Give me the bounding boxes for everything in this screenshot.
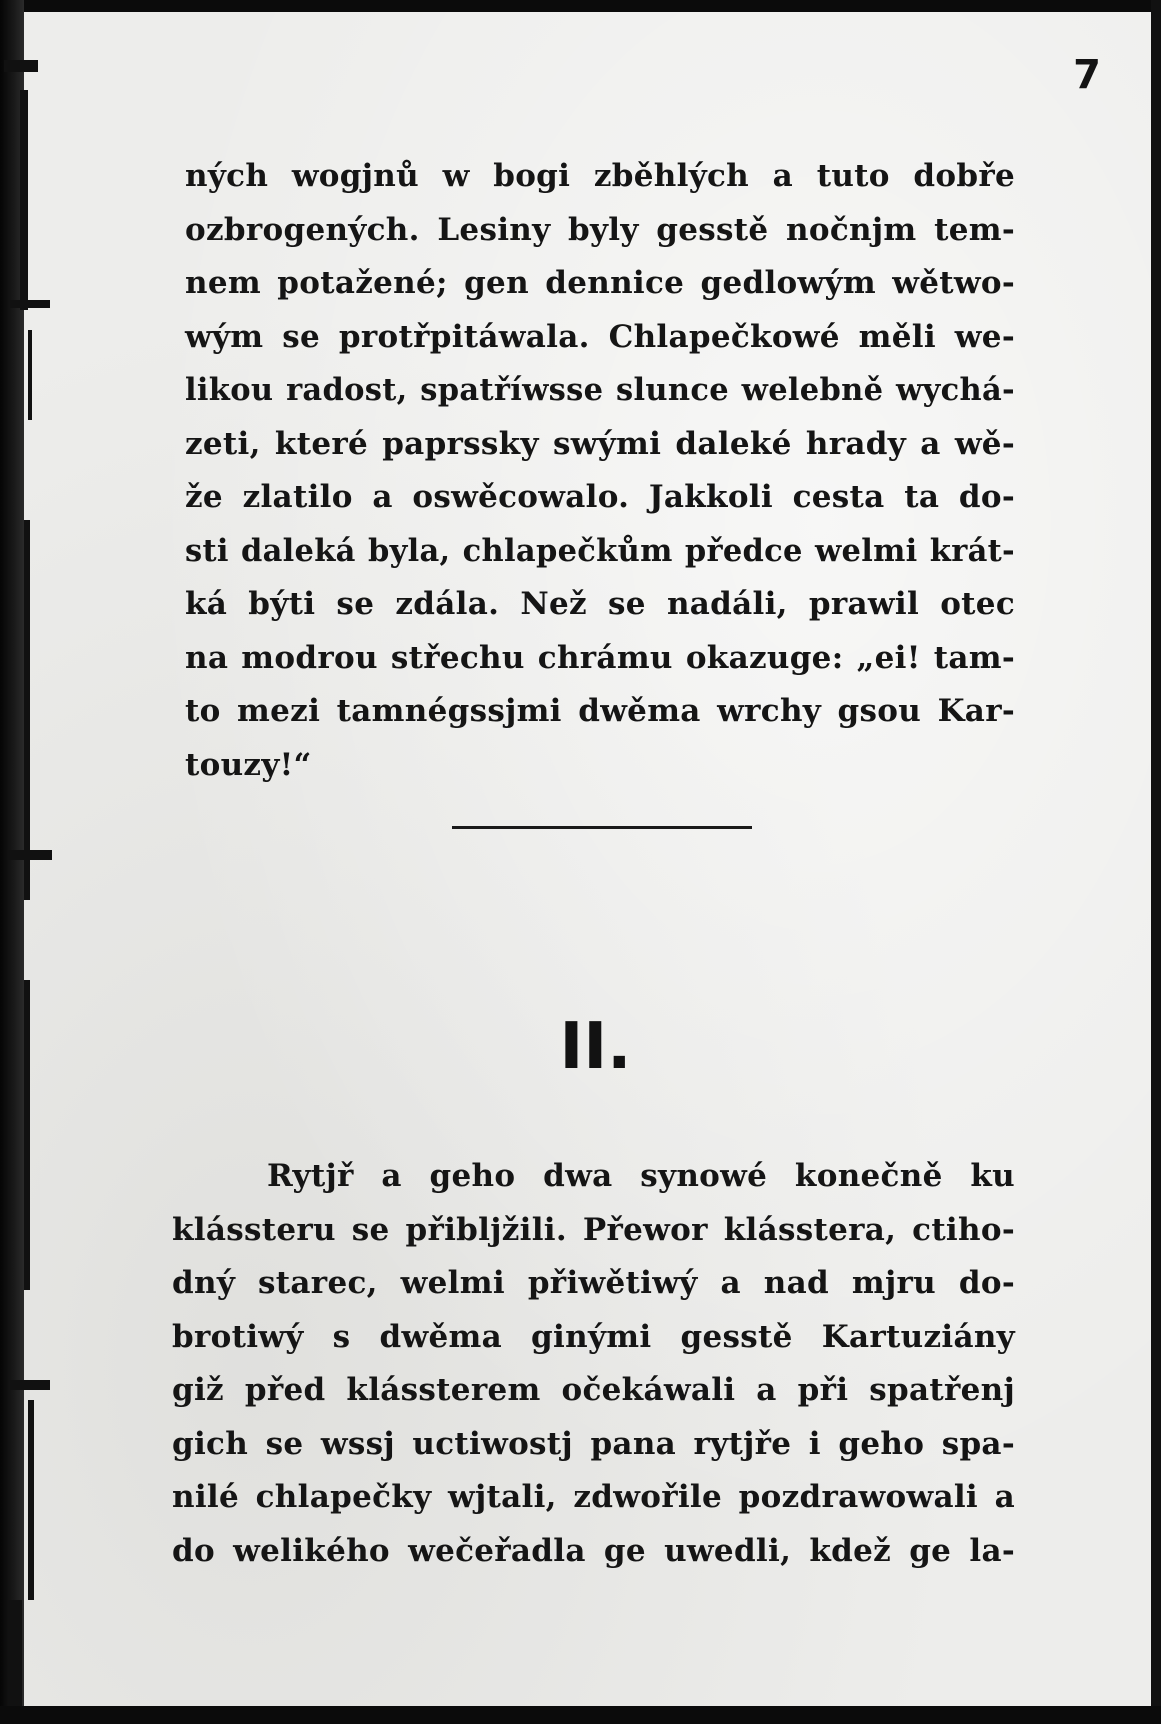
binding-mark xyxy=(20,90,28,310)
text-line: sti daleká byla, chlapečkům předce welmi krát- xyxy=(185,532,1015,569)
binding-mark xyxy=(8,850,52,860)
paragraph-2 xyxy=(172,1150,1015,1578)
paragraph-1 xyxy=(185,150,1015,792)
text-line: na modrou střechu chrámu okazuge: „ei! tam- xyxy=(185,639,1015,676)
binding-mark xyxy=(24,520,30,900)
page-number: 7 xyxy=(1073,52,1101,98)
binding-mark xyxy=(10,300,50,308)
text-line: ká býti se zdála. Než se nadáli, prawil otec xyxy=(185,586,1015,622)
binding-mark xyxy=(28,330,32,420)
text-line: brotiwý s dwěma ginými gesstě Kartuziány xyxy=(172,1318,1015,1355)
section-divider-rule xyxy=(452,826,752,829)
text-line: nem potažené; gen dennice gedlowým wětwo- xyxy=(185,265,1015,301)
text-line: ozbrogených. Lesiny byly gesstě nočnjm tem- xyxy=(185,211,1015,248)
text-line: to mezi tamnégssjmi dwěma wrchy gsou Kar- xyxy=(185,693,1015,729)
text-line: klássteru se přiblјžili. Přewor klásstera, ctiho- xyxy=(172,1211,1015,1248)
text-line: ných wogjnů w bogi zběhlých a tuto dobře xyxy=(185,158,1015,194)
scan-bottom-edge xyxy=(0,1706,1161,1724)
binding-mark xyxy=(10,1380,50,1390)
text-line: likou radost, spatříwsse slunce welebně wychá- xyxy=(185,372,1015,408)
text-line: touzy!“ xyxy=(185,746,312,783)
text-line: že zlatilo a oswěcowalo. Jakkoli cesta ta do- xyxy=(185,479,1015,515)
text-line: nilé chlapečky wjtali, zdwořile pozdrawowali a xyxy=(172,1479,1015,1515)
text-line: zeti, které paprssky swými daleké hrady a wě- xyxy=(185,425,1015,462)
text-line: do welikého wečeřadla ge uwedli, kdež ge la- xyxy=(172,1532,1015,1569)
binding-mark xyxy=(8,1600,22,1710)
text-line: gich se wssj uctiwostj pana rytjře i geho spa- xyxy=(172,1425,1015,1462)
scan-right-edge xyxy=(1151,0,1161,1724)
binding-mark xyxy=(4,60,38,72)
text-line: giž před klássterem očekáwali a při spatřenj xyxy=(172,1372,1015,1408)
binding-mark xyxy=(28,1400,34,1600)
scan-top-edge xyxy=(0,0,1161,12)
text-line: wým se protřpitáwala. Chlapečkowé měli we- xyxy=(185,318,1015,355)
section-heading: II. xyxy=(559,1010,632,1084)
text-line: dný starec, welmi přiwětiwý a nad mjru do- xyxy=(172,1265,1015,1301)
text-line: Rytjř a geho dwa synowé konečně ku xyxy=(267,1158,1015,1194)
